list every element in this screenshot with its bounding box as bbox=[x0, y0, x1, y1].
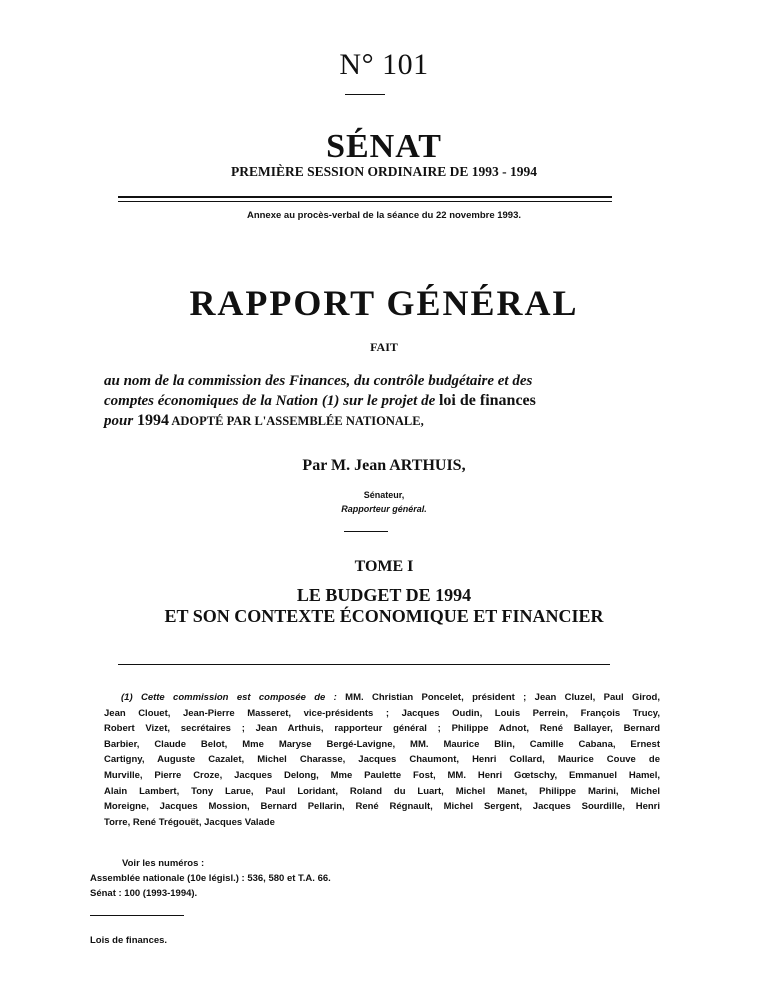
adopte-text: ADOPTÉ PAR L'ASSEMBLÉE NATIONALE, bbox=[168, 414, 424, 428]
document-number: N° 101 bbox=[339, 48, 429, 81]
footnote-separator bbox=[118, 664, 610, 665]
report-introduction bbox=[104, 371, 634, 431]
footnote-line: Alain Lambert, Tony Larue, Paul Loridant, Roland du Luart, Michel Manet, Philippe Marini, Michel bbox=[104, 785, 660, 797]
footnote-line: Torre, René Trégouët, Jacques Valade bbox=[104, 816, 275, 828]
commission-footnote bbox=[104, 690, 660, 830]
senat-reference: Sénat : 100 (1993-1994). bbox=[90, 888, 198, 899]
subject-reference: Lois de finances. bbox=[90, 935, 168, 946]
institution-title: SÉNAT bbox=[326, 128, 442, 165]
intro-year: 1994 bbox=[136, 412, 169, 429]
author-role: Sénateur, bbox=[363, 490, 405, 500]
footnote-line: Robert Vizet, secrétaires ; Jean Arthuis, rapporteur général ; Philippe Adnot, René Ballayer, Bernard bbox=[104, 723, 660, 735]
references-separator bbox=[90, 915, 184, 916]
fait-label: FAIT bbox=[370, 340, 398, 354]
tome-label: TOME I bbox=[354, 558, 414, 575]
footnote-line: Moreigne, Jacques Mossion, Bernard Pellarin, René Régnault, Michel Sergent, Jacques Sourdille, Henri bbox=[104, 801, 660, 813]
intro-line-2: comptes économiques de la Nation (1) sur le projet de loi de finances bbox=[104, 392, 536, 409]
loi-de-finances: loi de finances bbox=[438, 392, 536, 409]
assemblee-reference: Assemblée nationale (10e législ.) : 536, 580 et T.A. 66. bbox=[90, 873, 331, 884]
author-function: Rapporteur général. bbox=[341, 504, 427, 514]
voir-label: Voir les numéros : bbox=[122, 858, 205, 869]
budget-title-line-2: ET SON CONTEXTE ÉCONOMIQUE ET FINANCIER bbox=[164, 606, 604, 626]
footnote-line: Jean Clouet, Jean-Pierre Masseret, vice-présidents ; Jacques Oudin, Louis Perrein, François Trucy, bbox=[104, 707, 660, 719]
author-separator bbox=[344, 531, 388, 532]
footnote-line: Barbier, Claude Belot, Mme Maryse Bergé-Lavigne, MM. Maurice Blin, Camille Cabana, Ernest bbox=[104, 738, 660, 750]
footnote-lead: (1) Cette commission est composée de : bbox=[121, 692, 337, 703]
intro-line-1: au nom de la commission des Finances, du contrôle budgétaire et des bbox=[104, 373, 533, 389]
number-underline bbox=[345, 94, 385, 95]
budget-title-line-1: LE BUDGET DE 1994 bbox=[296, 585, 472, 605]
report-title: RAPPORT GÉNÉRAL bbox=[189, 283, 579, 323]
author-line: Par M. Jean ARTHUIS, bbox=[302, 457, 466, 474]
intro-line-3: pour 1994 ADOPTÉ PAR L'ASSEMBLÉE NATIONALE, bbox=[104, 412, 424, 429]
double-rule-top bbox=[118, 196, 612, 198]
footnote-line: Cartigny, Auguste Cazalet, Michel Charasse, Jacques Chaumont, Henri Collard, Maurice Couve de bbox=[104, 754, 660, 766]
footnote-line: (1) Cette commission est composée de : MM. Christian Poncelet, président ; Jean Cluzel, Paul Girod, bbox=[121, 692, 661, 703]
session-subtitle: PREMIÈRE SESSION ORDINAIRE DE 1993 - 1994 bbox=[230, 164, 538, 179]
footnote-line: Murville, Pierre Croze, Jacques Delong, Mme Paulette Fost, MM. Henri Gœtschy, Emmanuel Hamel, bbox=[104, 769, 660, 781]
annexe-note: Annexe au procès-verbal de la séance du 22 novembre 1993. bbox=[246, 210, 522, 221]
double-rule-bottom bbox=[118, 201, 612, 202]
